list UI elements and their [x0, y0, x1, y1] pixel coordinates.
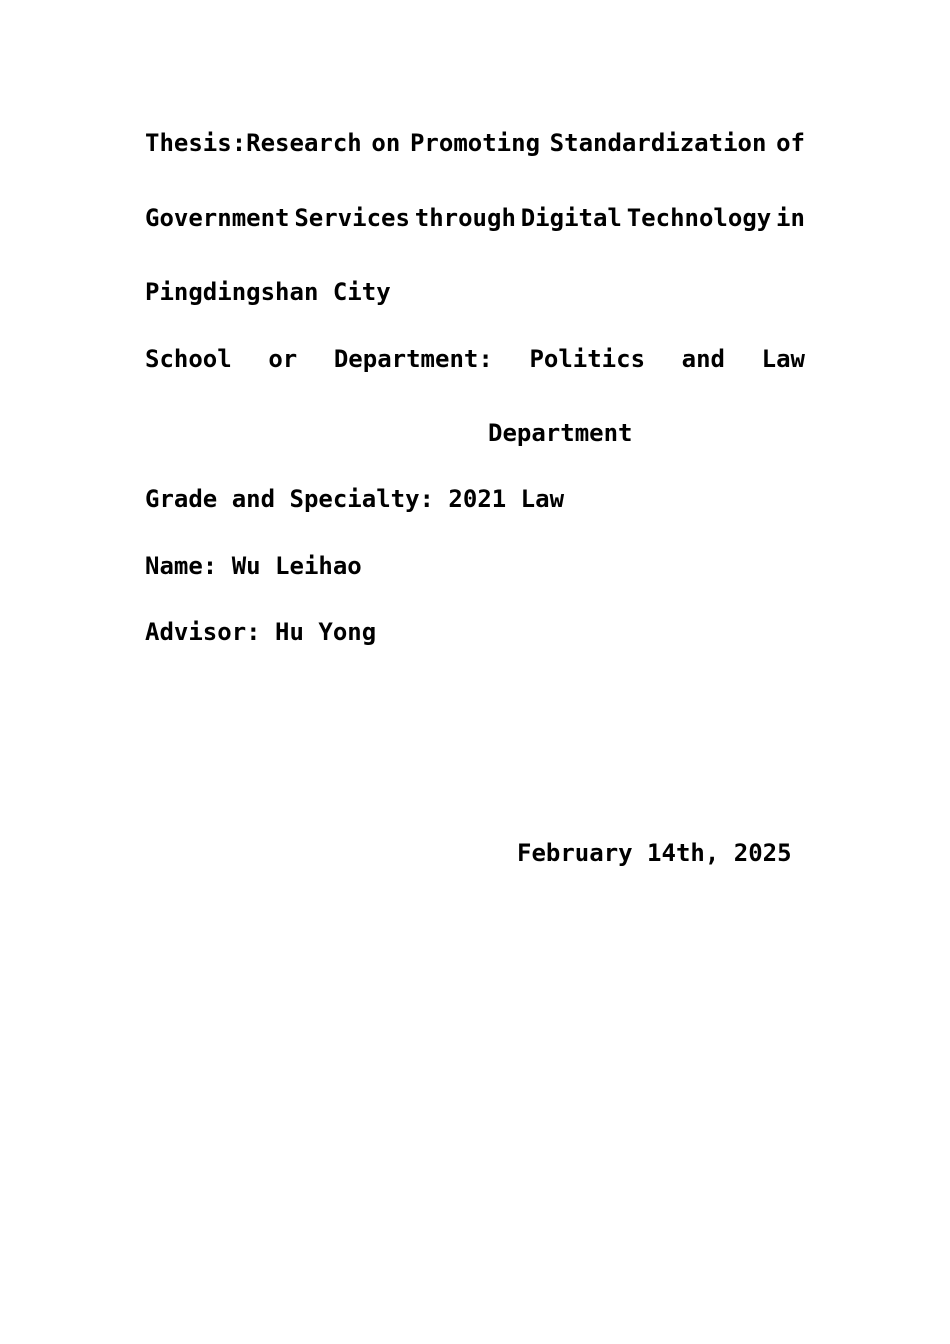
- advisor-name: Advisor: Hu Yong: [145, 618, 377, 646]
- thesis-word: Technology: [626, 204, 772, 232]
- school-word: Law: [761, 345, 805, 373]
- grade-specialty: Grade and Specialty: 2021 Law: [145, 485, 565, 513]
- school-word: School: [145, 345, 232, 373]
- thesis-word: Standardization: [549, 129, 767, 157]
- thesis-title-line-3: Pingdingshan City: [145, 278, 391, 306]
- thesis-word: Promoting: [409, 129, 541, 157]
- school-department-line-2: Department: [488, 419, 633, 447]
- submission-date: February 14th, 2025: [517, 839, 792, 867]
- thesis-title-line-2: [145, 203, 805, 233]
- school-word: Department:: [333, 345, 493, 373]
- thesis-title-line-1: [145, 128, 805, 158]
- thesis-word: Thesis:Research: [145, 129, 362, 157]
- thesis-word: through: [414, 204, 516, 232]
- thesis-word: Digital: [520, 204, 622, 232]
- thesis-word: Government: [145, 204, 290, 232]
- thesis-word: in: [776, 204, 805, 232]
- student-name: Name: Wu Leihao: [145, 552, 362, 580]
- school-word: Politics: [529, 345, 646, 373]
- thesis-word: Services: [294, 204, 410, 232]
- thesis-word: of: [776, 129, 805, 157]
- thesis-word: on: [371, 129, 401, 157]
- school-department-line-1: [145, 344, 805, 374]
- school-word: or: [268, 345, 298, 373]
- school-word: and: [681, 345, 726, 373]
